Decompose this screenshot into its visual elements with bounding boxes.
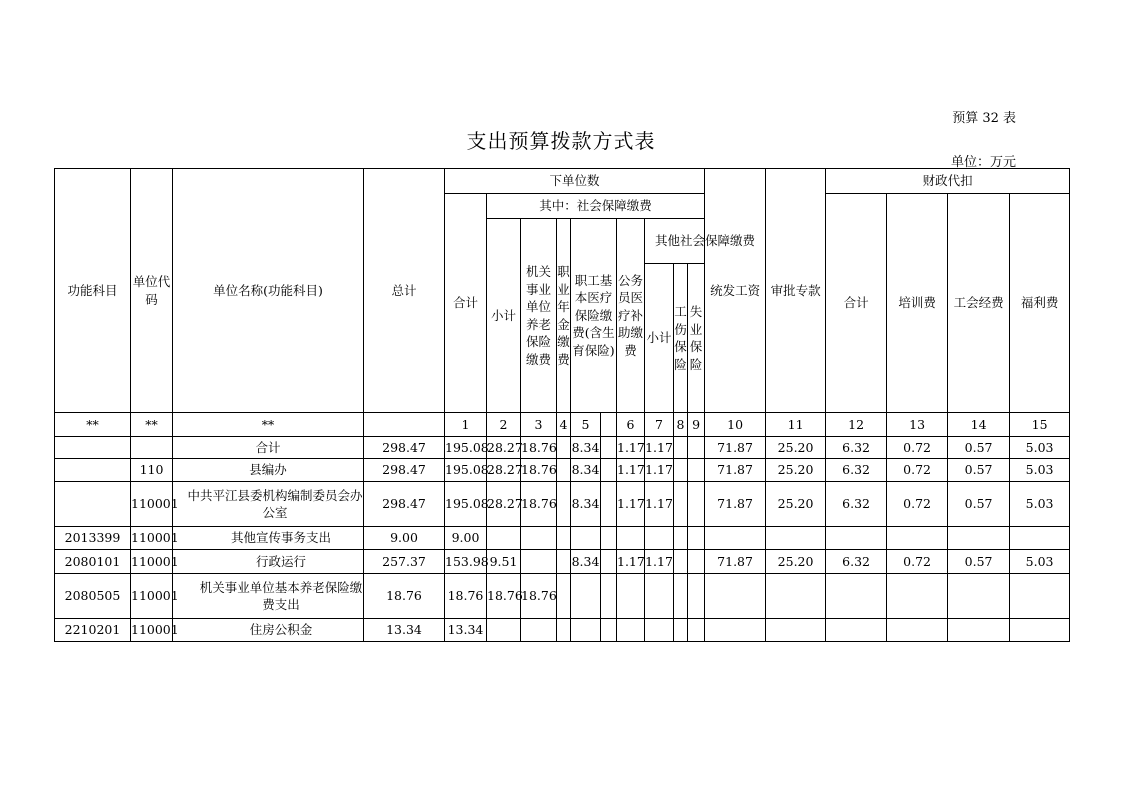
column-index-row	[55, 413, 1070, 437]
func-subject-cell	[55, 482, 131, 527]
value-cell-c4	[557, 574, 571, 619]
value-cell-c5b	[601, 459, 617, 482]
column-index-cell: 14	[948, 413, 1010, 437]
value-cell-c3: 18.76	[521, 482, 557, 527]
value-cell-total: 257.37	[364, 550, 445, 574]
unit-name-cell: 其他宣传事务支出	[173, 527, 364, 550]
value-cell-c5: 8.34	[571, 550, 601, 574]
value-cell-c14	[948, 527, 1010, 550]
column-index-cell: 3	[521, 413, 557, 437]
value-cell-c9	[688, 550, 705, 574]
value-cell-c12: 6.32	[826, 459, 887, 482]
col-header-total: 总计	[364, 169, 445, 413]
value-cell-c8	[674, 619, 688, 642]
value-cell-c12: 6.32	[826, 550, 887, 574]
value-cell-c1: 195.08	[445, 437, 487, 459]
value-cell-c15: 5.03	[1010, 437, 1070, 459]
col-header-func-subject: 功能科目	[55, 169, 131, 413]
column-index-cell: **	[173, 413, 364, 437]
value-cell-c10: 71.87	[705, 437, 766, 459]
col-header-sum: 合计	[445, 194, 487, 413]
column-index-cell	[601, 413, 617, 437]
value-cell-c14	[948, 574, 1010, 619]
column-index-cell: 2	[487, 413, 521, 437]
value-cell-c11	[766, 574, 826, 619]
budget-table-body	[55, 169, 1070, 642]
value-cell-c4	[557, 482, 571, 527]
value-cell-c10	[705, 619, 766, 642]
value-cell-c6: 1.17	[617, 437, 645, 459]
value-cell-c12	[826, 527, 887, 550]
unit-code-cell: 110001	[131, 482, 173, 527]
col-header-other-subtotal: 小计	[645, 264, 674, 413]
col-header-union: 工会经费	[948, 194, 1010, 413]
value-cell-c5b	[601, 550, 617, 574]
value-cell-c11: 25.20	[766, 437, 826, 459]
unit-code-cell: 110001	[131, 527, 173, 550]
value-cell-c15	[1010, 619, 1070, 642]
value-cell-c5b	[601, 437, 617, 459]
column-index-cell	[364, 413, 445, 437]
value-cell-c9	[688, 482, 705, 527]
value-cell-c8	[674, 550, 688, 574]
value-cell-c15	[1010, 527, 1070, 550]
value-cell-c2: 28.27	[487, 482, 521, 527]
col-header-civil-medical: 公务员医疗补助缴费	[617, 219, 645, 413]
value-cell-c9	[688, 527, 705, 550]
value-cell-c6: 1.17	[617, 550, 645, 574]
value-cell-c12	[826, 574, 887, 619]
value-cell-c14: 0.57	[948, 482, 1010, 527]
unit-code-cell: 110	[131, 459, 173, 482]
value-cell-c7	[645, 619, 674, 642]
column-index-cell: 4	[557, 413, 571, 437]
value-cell-c5	[571, 619, 601, 642]
unit-code-cell: 110001	[131, 574, 173, 619]
value-cell-c3: 18.76	[521, 437, 557, 459]
value-cell-c13	[887, 619, 948, 642]
value-cell-total: 298.47	[364, 459, 445, 482]
value-cell-c8	[674, 459, 688, 482]
col-header-lower-units: 下单位数	[445, 169, 705, 194]
value-cell-c13: 0.72	[887, 459, 948, 482]
value-cell-c4	[557, 459, 571, 482]
column-index-cell: 1	[445, 413, 487, 437]
value-cell-c1: 13.34	[445, 619, 487, 642]
value-cell-c11	[766, 527, 826, 550]
value-cell-c11: 25.20	[766, 459, 826, 482]
value-cell-c7	[645, 574, 674, 619]
value-cell-c9	[688, 459, 705, 482]
value-cell-c4	[557, 527, 571, 550]
column-index-cell: 12	[826, 413, 887, 437]
unit-name-cell: 合计	[173, 437, 364, 459]
value-cell-c13: 0.72	[887, 437, 948, 459]
value-cell-c7: 1.17	[645, 550, 674, 574]
value-cell-c9	[688, 574, 705, 619]
column-index-cell: **	[131, 413, 173, 437]
column-index-cell: 6	[617, 413, 645, 437]
value-cell-c14: 0.57	[948, 550, 1010, 574]
table-number: 预算 32 表	[952, 111, 1016, 126]
col-header-injury: 工伤保险	[674, 264, 688, 413]
value-cell-c5: 8.34	[571, 482, 601, 527]
value-cell-c2: 9.51	[487, 550, 521, 574]
budget-table	[54, 168, 1070, 642]
value-cell-c12	[826, 619, 887, 642]
col-header-annuity: 职业年金缴费	[557, 219, 571, 413]
value-cell-c1: 195.08	[445, 482, 487, 527]
unit-label: 单位：万元	[950, 155, 1016, 170]
column-index-cell: 15	[1010, 413, 1070, 437]
value-cell-c9	[688, 619, 705, 642]
table-row	[55, 437, 1070, 459]
table-row	[55, 527, 1070, 550]
unit-name-cell: 住房公积金	[173, 619, 364, 642]
value-cell-c5	[571, 574, 601, 619]
unit-name-cell: 中共平江县委机构编制委员会办公室	[173, 482, 364, 527]
col-header-pension: 机关事业单位养老保险缴费	[521, 219, 557, 413]
table-row	[55, 550, 1070, 574]
unit-code-cell: 110001	[131, 619, 173, 642]
value-cell-c6	[617, 527, 645, 550]
func-subject-cell: 2210201	[55, 619, 131, 642]
value-cell-c3	[521, 527, 557, 550]
column-index-cell: 11	[766, 413, 826, 437]
value-cell-c8	[674, 574, 688, 619]
value-cell-c3: 18.76	[521, 574, 557, 619]
unit-name-cell: 县编办	[173, 459, 364, 482]
func-subject-cell: 2013399	[55, 527, 131, 550]
value-cell-c2: 28.27	[487, 459, 521, 482]
value-cell-c3	[521, 619, 557, 642]
value-cell-c14: 0.57	[948, 437, 1010, 459]
value-cell-c3	[521, 550, 557, 574]
value-cell-c10	[705, 574, 766, 619]
value-cell-c11	[766, 619, 826, 642]
value-cell-total: 298.47	[364, 437, 445, 459]
func-subject-cell	[55, 437, 131, 459]
value-cell-c6: 1.17	[617, 482, 645, 527]
value-cell-c2: 18.76	[487, 574, 521, 619]
value-cell-total: 9.00	[364, 527, 445, 550]
value-cell-c2	[487, 527, 521, 550]
value-cell-total: 298.47	[364, 482, 445, 527]
value-cell-c14: 0.57	[948, 459, 1010, 482]
value-cell-c7: 1.17	[645, 437, 674, 459]
value-cell-c10	[705, 527, 766, 550]
func-subject-cell: 2080505	[55, 574, 131, 619]
value-cell-c5b	[601, 527, 617, 550]
value-cell-c13	[887, 574, 948, 619]
value-cell-c3: 18.76	[521, 459, 557, 482]
value-cell-c15: 5.03	[1010, 459, 1070, 482]
unit-code-cell	[131, 437, 173, 459]
value-cell-c2: 28.27	[487, 437, 521, 459]
value-cell-c11: 25.20	[766, 550, 826, 574]
column-index-cell: 5	[571, 413, 601, 437]
value-cell-c15	[1010, 574, 1070, 619]
table-row	[55, 482, 1070, 527]
unit-name-cell: 机关事业单位基本养老保险缴费支出	[173, 574, 364, 619]
value-cell-c13	[887, 527, 948, 550]
column-index-cell: 10	[705, 413, 766, 437]
col-header-unit-name: 单位名称(功能科目)	[173, 169, 364, 413]
unit-name-cell: 行政运行	[173, 550, 364, 574]
value-cell-c1: 18.76	[445, 574, 487, 619]
value-cell-c15: 5.03	[1010, 482, 1070, 527]
value-cell-c1: 153.98	[445, 550, 487, 574]
value-cell-total: 18.76	[364, 574, 445, 619]
value-cell-c5: 8.34	[571, 437, 601, 459]
value-cell-c5b	[601, 574, 617, 619]
value-cell-c1: 9.00	[445, 527, 487, 550]
value-cell-c6: 1.17	[617, 459, 645, 482]
value-cell-c6	[617, 619, 645, 642]
value-cell-c9	[688, 437, 705, 459]
value-cell-c14	[948, 619, 1010, 642]
col-header-welfare: 福利费	[1010, 194, 1070, 413]
unit-code-cell: 110001	[131, 550, 173, 574]
col-header-finance-withhold: 财政代扣	[826, 169, 1070, 194]
value-cell-c15: 5.03	[1010, 550, 1070, 574]
value-cell-c5b	[601, 619, 617, 642]
col-header-unemployment: 失业保险	[688, 264, 705, 413]
col-header-medical: 职工基本医疗保险缴费(含生育保险)	[571, 219, 617, 413]
column-index-cell: 9	[688, 413, 705, 437]
column-index-cell: **	[55, 413, 131, 437]
col-header-training: 培训费	[887, 194, 948, 413]
value-cell-c12: 6.32	[826, 437, 887, 459]
value-cell-c12: 6.32	[826, 482, 887, 527]
table-row	[55, 574, 1070, 619]
col-header-approved-funds: 审批专款	[766, 169, 826, 413]
col-header-fw-total: 合计	[826, 194, 887, 413]
value-cell-c13: 0.72	[887, 550, 948, 574]
col-header-other-social: 其他社会保障缴费	[645, 219, 766, 264]
value-cell-c11: 25.20	[766, 482, 826, 527]
value-cell-c7	[645, 527, 674, 550]
col-header-social-subtotal: 小计	[487, 219, 521, 413]
func-subject-cell: 2080101	[55, 550, 131, 574]
value-cell-c6	[617, 574, 645, 619]
value-cell-c7: 1.17	[645, 482, 674, 527]
value-cell-c8	[674, 482, 688, 527]
column-index-cell: 8	[674, 413, 688, 437]
value-cell-c4	[557, 437, 571, 459]
value-cell-c5b	[601, 482, 617, 527]
value-cell-c2	[487, 619, 521, 642]
value-cell-c10: 71.87	[705, 459, 766, 482]
column-index-cell: 7	[645, 413, 674, 437]
value-cell-c7: 1.17	[645, 459, 674, 482]
col-header-unified-wage: 统发工资	[705, 169, 766, 413]
value-cell-c5	[571, 527, 601, 550]
value-cell-c10: 71.87	[705, 550, 766, 574]
value-cell-c13: 0.72	[887, 482, 948, 527]
col-header-social-security: 其中：社会保障缴费	[487, 194, 705, 219]
value-cell-c10: 71.87	[705, 482, 766, 527]
value-cell-c1: 195.08	[445, 459, 487, 482]
value-cell-c8	[674, 527, 688, 550]
value-cell-total: 13.34	[364, 619, 445, 642]
page-title: 支出预算拨款方式表	[466, 129, 656, 153]
value-cell-c4	[557, 619, 571, 642]
value-cell-c4	[557, 550, 571, 574]
value-cell-c5: 8.34	[571, 459, 601, 482]
column-index-cell: 13	[887, 413, 948, 437]
table-row	[55, 619, 1070, 642]
func-subject-cell	[55, 459, 131, 482]
col-header-unit-code: 单位代码	[131, 169, 173, 413]
table-row	[55, 459, 1070, 482]
value-cell-c8	[674, 437, 688, 459]
